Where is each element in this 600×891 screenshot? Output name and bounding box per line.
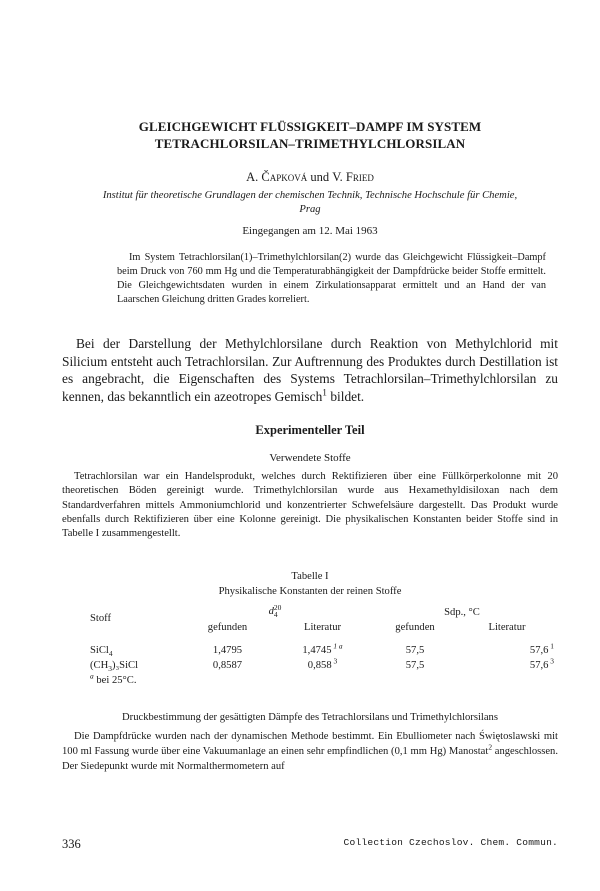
section-heading: Experimenteller Teil [255, 423, 365, 437]
cell-bp-lit: 57,6 $^3$ [529, 656, 554, 672]
col-header-density [180, 603, 370, 618]
subheader-density-lit: Literatur [303, 622, 342, 634]
density-sub: 4 [273, 610, 278, 620]
author-1: A. Čapková [246, 170, 308, 184]
footnote-text: bei 25°C. [93, 675, 137, 687]
subheader-bp-lit: Literatur [488, 622, 526, 634]
article-title [62, 118, 558, 152]
cell-stoff: $(CH_3)_3SiCl$ [90, 660, 139, 674]
table-title: Physikalische Konstanten der reinen Stoffe [218, 586, 402, 598]
subsection-heading: Verwendete Stoffe [269, 452, 351, 464]
intro-paragraph [62, 335, 558, 405]
manostat-ref: 2 [488, 742, 493, 752]
article-page [62, 118, 558, 774]
col-header-stoff: Stoff [90, 612, 111, 624]
title-line-2: TETRACHLORSILAN–TRIMETHYLCHLORSILAN [154, 136, 466, 151]
cell-d-found: 1,4795 [212, 645, 243, 657]
density-symbol: d [268, 606, 274, 618]
pressure-paragraph: Die Dampfdrücke wurden nach der dynamischen Methode bestimmt. Ein Ebulliometer nach Świętoslawski mit 100 ml Fassung wurde über eine Vakuumanlage an einen sehr empfindlichen (0,1 mm Hg) Manostat$^2$ angeschlossen. Der Siedepunkt wurde mit Normalthermometern auf [62, 731, 559, 773]
table-header-row-1 [90, 603, 554, 618]
affiliation-line-2: Prag [299, 204, 321, 215]
received-date: Eingegangen am 12. Mai 1963 [242, 225, 378, 237]
author-line [62, 170, 558, 185]
density-sup: 20 [273, 603, 282, 613]
cell-d-lit: 0,858 $^3$ [307, 656, 338, 672]
subheader-density-found: gefunden [207, 622, 248, 634]
table-label: Tabelle I [291, 571, 329, 583]
author-join: und [307, 170, 333, 184]
abstract: Im System Tetrachlorsilan(1)–Trimethylchlorsilan(2) wurde das Gleichgewicht Flüssigkeit–Dampf beim Druck von 760 mm Hg und die Temperaturabhängigkeit der Dampfdrücke beider Stoffe ermittelt. Die Gleichgewichtsdaten wurden in einem Zirkulationsapparat ermittelt und an Hand der van Laarschen Gleichung dritten Grades korreliert. [117, 252, 546, 305]
table-footnote [90, 671, 558, 687]
title-line-1: GLEICHGEWICHT FLÜSSIGKEIT–DAMPF IM SYSTEM [138, 119, 482, 134]
intro-ref: 1 [322, 388, 327, 399]
cell-bp-found: 57,5 [405, 660, 425, 672]
cell-d-found: 0,8587 [212, 660, 243, 672]
journal-name: Collection Czechoslov. Chem. Commun. [343, 837, 558, 848]
author-2: V. Fried [332, 170, 374, 184]
affiliation-line-1: Institut für theoretische Grundlagen der chemischen Technik, Technische Hochschule für Chemie, [102, 190, 518, 201]
cell-d-lit: 1,4745 $^{1 a}$ [302, 641, 343, 657]
table-caption [62, 569, 558, 599]
cell-bp-lit: 57,6 $^1$ [529, 641, 554, 657]
subsection-heading-2: Druckbestimmung der gesättigten Dämpfe des Tetrachlorsilans und Trimethylchlorsilans [122, 712, 498, 724]
subheader-bp-found: gefunden [395, 622, 435, 634]
affiliation [62, 189, 558, 217]
constants-table [90, 603, 554, 674]
table-row [90, 633, 554, 656]
page-number: 336 [62, 837, 81, 851]
footnote-mark: a [90, 671, 94, 681]
intro-text: Bei der Darstellung der Methylchlorsilane durch Reaktion von Methylchlorid mit Silicium entsteht auch Tetrachlorsilan. Zur Auftrennung des Produktes durch Destillation ist es angebracht, die Eigenschaften des Systems Tetrachlorsilan–Trimethylchlorsilan zu kennen, das bekanntlich ein azeotropes Gemisch [62, 336, 558, 404]
cell-stoff: SiCl$_4$ [90, 645, 113, 659]
intro-text-end: bildet. [326, 388, 365, 404]
col-header-bp: Sdp., °C [444, 607, 480, 619]
cell-bp-found: 57,5 [405, 645, 425, 657]
materials-paragraph: Tetrachlorsilan war ein Handelsprodukt, welches durch Rektifizieren über eine Füllkörperkolonne mit 20 theoretischen Böden gereinigt wurde. Trimethylchlorsilan wurde aus Hexamethyldisiloxan nach dem Standardverfahren mittels Ammoniumchlorid und konzentrierter Schwefelsäure dargestellt. Das Produkt wurde ebenfalls durch Rektifizieren über eine Kolonne gereinigt. Die physikalischen Konstanten beider Stoffe sind in Tabelle I zusammengestellt. [62, 471, 558, 540]
table-row [90, 656, 554, 671]
